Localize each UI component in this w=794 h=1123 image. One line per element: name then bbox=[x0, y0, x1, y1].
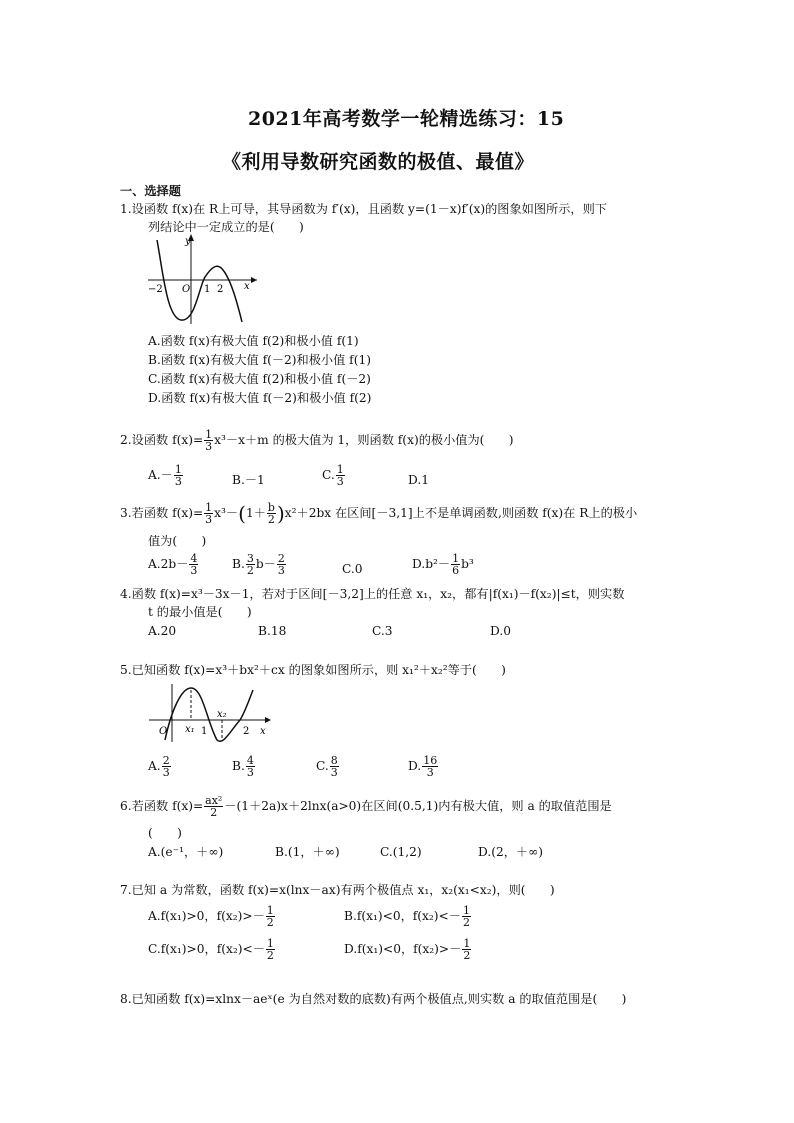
section-heading: 一、选择题 bbox=[120, 184, 181, 198]
q5-option-d: D. $\frac{16}{3}$ bbox=[408, 754, 438, 779]
q6-option-a: A.(e⁻¹，＋∞) bbox=[148, 845, 224, 859]
q5-graph bbox=[145, 682, 275, 744]
q6-stem-line2: ( ) bbox=[148, 826, 182, 840]
q2-option-b: B.－1 bbox=[232, 473, 265, 487]
q4-option-d: D.0 bbox=[490, 624, 511, 638]
q4-option-b: B.18 bbox=[258, 624, 287, 638]
q5-label-origin: O bbox=[159, 726, 168, 737]
q2-fraction: $\frac{1}{3}$ bbox=[205, 428, 213, 453]
q5-label-x2: x₂ bbox=[217, 709, 227, 720]
q5-option-c: C. $\frac{8}{3}$ bbox=[316, 754, 338, 779]
q5-label-2: 2 bbox=[243, 726, 250, 737]
q1-graph bbox=[145, 232, 260, 327]
q7-stem: 7.已知 a 为常数，函数 f(x)=x(lnx－ax)有两个极值点 x₁，x₂(x₁<x₂)，则( ) bbox=[120, 883, 555, 897]
q1-option-d: D.函数 f(x)有极大值 f(－2)和极小值 f(2) bbox=[148, 391, 372, 405]
q5-label-x1: x₁ bbox=[185, 724, 195, 735]
q4-option-c: C.3 bbox=[372, 624, 393, 638]
q1-label-x: x bbox=[244, 281, 250, 292]
q3-option-a: A.2b－ $\frac{4}{3}$ bbox=[148, 552, 198, 577]
q5-stem: 5.已知函数 f(x)=x³＋bx²＋cx 的图象如图所示，则 x₁²＋x₂²等于( ) bbox=[120, 663, 506, 677]
q6-option-b: B.(1，＋∞) bbox=[275, 845, 340, 859]
page-title: 2021年高考数学一轮精选练习：15 bbox=[248, 108, 565, 130]
q3-option-b: B. $\frac{3}{2}$ b－ $\frac{2}{3}$ bbox=[232, 552, 285, 577]
q1-option-a: A.函数 f(x)有极大值 f(2)和极小值 f(1) bbox=[148, 334, 359, 348]
q1-option-c: C.函数 f(x)有极大值 f(2)和极小值 f(－2) bbox=[148, 372, 371, 386]
q3-stem-line2: 值为( ) bbox=[148, 534, 207, 548]
q2-option-a: A.－ $\frac{1}{3}$ bbox=[148, 463, 182, 488]
q4-stem-line1: 4.函数 f(x)=x³－3x－1，若对于区间[－3,2]上的任意 x₁，x₂，都有|f(x₁)－f(x₂)|≤t，则实数 bbox=[120, 587, 625, 601]
q7-option-b: B.f(x₁)<0，f(x₂)<－ $\frac{1}{2}$ bbox=[344, 904, 470, 929]
q1-label-y: y bbox=[185, 236, 191, 247]
q5-label-1: 1 bbox=[201, 726, 208, 737]
q7-option-a: A.f(x₁)>0，f(x₂)>－ $\frac{1}{2}$ bbox=[148, 904, 274, 929]
q1-x-arrow bbox=[251, 277, 257, 283]
q1-stem-line2: 列结论中一定成立的是( ) bbox=[148, 220, 304, 234]
q1-label-2: 2 bbox=[217, 284, 224, 295]
q1-stem-line1: 1.设函数 f(x)在 R上可导，其导函数为 f′(x)，且函数 y=(1－x)f′(x)的图象如图所示，则下 bbox=[120, 202, 607, 216]
q6-stem-line1: 6.若函数 f(x)= $\frac{\text{ax²}}{2}$ －(1＋2a)x＋2lnx(a>0)在区间(0.5,1)内有极大值，则 a 的取值范围是 bbox=[120, 794, 612, 819]
q1-label-origin: O bbox=[182, 284, 191, 295]
q3-stem-line1: 3.若函数 f(x)= $\frac{1}{3}$ x³－(1＋ $\frac{b}{2}$ )x²＋2bx 在区间[－3,1]上不是单调函数,则函数 f(x)在 R上的极小 bbox=[120, 501, 638, 526]
q3-option-c: C.0 bbox=[342, 562, 363, 576]
q5-option-b: B. $\frac{4}{3}$ bbox=[232, 754, 254, 779]
q5-option-a: A. $\frac{2}{3}$ bbox=[148, 754, 170, 779]
q5-x-arrow bbox=[265, 717, 271, 723]
q1-label-neg2: −2 bbox=[148, 284, 163, 295]
q6-option-c: C.(1,2) bbox=[380, 845, 422, 859]
q1-option-b: B.函数 f(x)有极大值 f(－2)和极小值 f(1) bbox=[148, 353, 371, 367]
q4-stem-line2: t 的最小值是( ) bbox=[148, 605, 252, 619]
q1-curve bbox=[157, 240, 242, 322]
q6-option-d: D.(2，＋∞) bbox=[478, 845, 544, 859]
q1-label-1: 1 bbox=[204, 284, 211, 295]
q5-label-x: x bbox=[260, 726, 266, 737]
q2-stem: 2.设函数 f(x)= $\frac{1}{3}$ x³－x＋m 的极大值为 1，则函数 f(x)的极小值为( ) bbox=[120, 428, 514, 453]
q4-option-a: A.20 bbox=[148, 624, 177, 638]
q8-stem: 8.已知函数 f(x)=xlnx－aeˣ(e 为自然对数的底数)有两个极值点,则实数 a 的取值范围是( ) bbox=[120, 992, 627, 1006]
q2-option-d: D.1 bbox=[408, 473, 429, 487]
q5-curve bbox=[165, 688, 253, 741]
q7-option-d: D.f(x₁)<0，f(x₂)>－ $\frac{1}{2}$ bbox=[344, 937, 471, 962]
q3-option-d: D.b²－ $\frac{1}{6}$ b³ bbox=[412, 552, 474, 577]
q2-option-c: C. $\frac{1}{3}$ bbox=[322, 463, 344, 488]
page-subtitle: 《利用导数研究函数的极值、最值》 bbox=[222, 151, 535, 173]
q7-option-c: C.f(x₁)>0，f(x₂)<－ $\frac{1}{2}$ bbox=[148, 937, 274, 962]
